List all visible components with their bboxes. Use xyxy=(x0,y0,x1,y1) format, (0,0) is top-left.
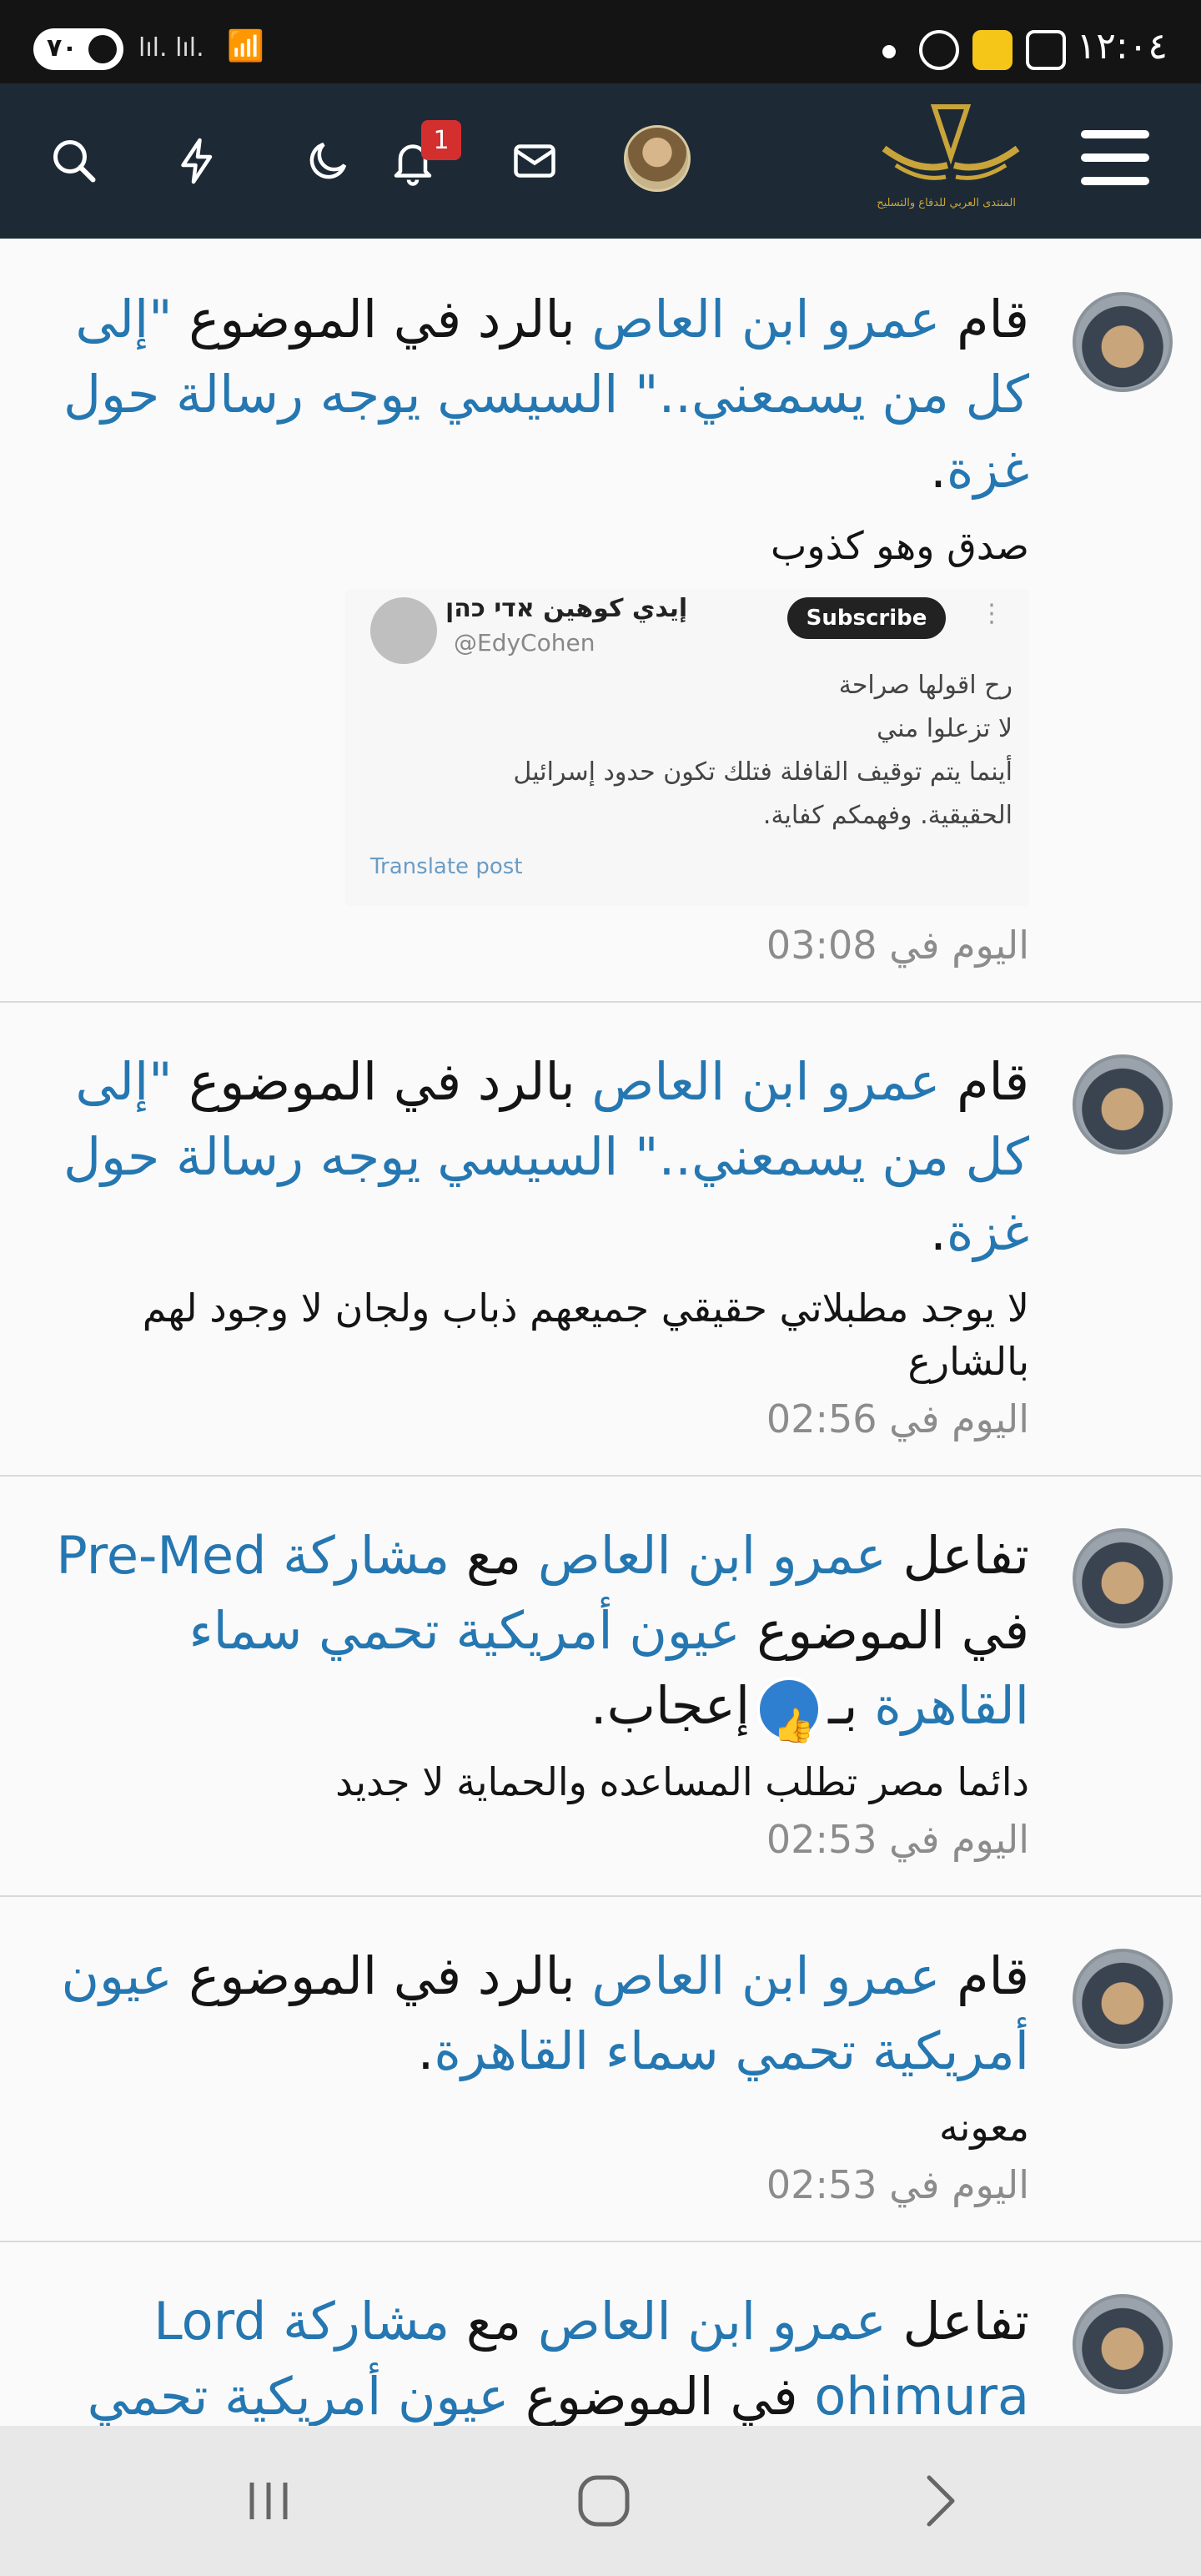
dark-mode-icon[interactable] xyxy=(299,132,357,190)
more-icon[interactable]: ⋮ xyxy=(979,599,1004,628)
wifi-icon: 📶 xyxy=(227,29,264,63)
user-link[interactable]: عمرو ابن العاص xyxy=(537,1525,887,1586)
list-item xyxy=(0,240,1201,1003)
notification-badge: 1 xyxy=(421,120,461,160)
activity-feed xyxy=(0,240,1201,2426)
user-link[interactable]: عمرو ابن العاص xyxy=(591,1051,941,1112)
avatar[interactable] xyxy=(1073,1949,1173,2049)
user-link[interactable]: عمرو ابن العاص xyxy=(591,1945,941,2006)
user-link[interactable]: عمرو ابن العاص xyxy=(537,2291,887,2352)
list-item xyxy=(0,1897,1201,2242)
topic-link[interactable]: عيون أمريكية تحمي سماء القاهرة xyxy=(61,1945,1029,2081)
timestamp[interactable]: اليوم في 02:53 xyxy=(766,1817,1029,1862)
timestamp[interactable]: اليوم في 02:56 xyxy=(766,1396,1029,1441)
user-avatar[interactable] xyxy=(624,125,691,192)
activity-title: تفاعل عمرو ابن العاص مع مشاركة Pre-Med في الموضوع عيون أمريكية تحمي سماء القاهرة بـ👍إعجاب. xyxy=(33,1518,1029,1743)
translate-link[interactable]: Translate post xyxy=(370,854,523,879)
status-bar xyxy=(0,0,1201,83)
like-icon xyxy=(756,1677,822,1742)
mail-icon[interactable] xyxy=(505,132,564,190)
battery-indicator xyxy=(33,28,123,70)
activity-title: تفاعل عمرو ابن العاص مع مشاركة Lord ohimura في الموضوع عيون أمريكية تحمي xyxy=(87,2291,1029,2426)
activity-title: قام عمرو ابن العاص بالرد في الموضوع عيون أمريكية تحمي سماء القاهرة. xyxy=(61,1945,1029,2081)
list-item xyxy=(0,1003,1201,1477)
menu-icon[interactable] xyxy=(1081,130,1149,189)
snippet: لا يوجد مطبلاتي حقيقي جميعهم ذباب ولجان لا وجود لهم بالشارع xyxy=(142,1285,1029,1384)
search-icon[interactable] xyxy=(45,132,103,190)
list-item xyxy=(0,2242,1201,2426)
recent-apps-button[interactable] xyxy=(235,2468,302,2534)
whatsapp-icon xyxy=(919,30,959,70)
app-notification-icon xyxy=(972,30,1013,70)
topic-link[interactable]: عيون أمريكية تحمي xyxy=(87,2366,510,2426)
post-link[interactable]: مشاركة Lord ohimura xyxy=(153,2291,1029,2426)
avatar[interactable] xyxy=(1073,1054,1173,1155)
embedded-post[interactable] xyxy=(345,589,1029,906)
avatar[interactable] xyxy=(1073,292,1173,392)
snippet: صدق وهو كذوب xyxy=(771,523,1029,568)
site-logo[interactable] xyxy=(876,98,1026,224)
subscribe-button[interactable]: Subscribe xyxy=(787,597,946,639)
snippet: دائما مصر تطلب المساعده والحماية لا جديد xyxy=(335,1759,1029,1804)
embed-author: إيدي كوهين אדי כהן xyxy=(445,594,688,623)
topic-link[interactable]: عيون أمريكية تحمي سماء القاهرة xyxy=(188,1600,1029,1736)
topic-link[interactable]: "إلى كل من يسمعني.." السيسي يوجه رسالة حول غزة xyxy=(63,289,1029,500)
user-link[interactable]: عمرو ابن العاص xyxy=(591,289,941,350)
embed-text: رح اقولها صراحة لا تزعلوا مني أينما يتم توقيف القافلة فتلك تكون حدود إسرائيل الحقيقية. وفهمكم كفاية. xyxy=(513,671,1013,830)
snippet: معونه xyxy=(938,2105,1029,2150)
system-nav-bar xyxy=(0,2426,1201,2576)
logo-text: المنتدى العربي للدفاع والتسليح xyxy=(877,197,1016,209)
home-button[interactable] xyxy=(570,2468,637,2534)
activity-title: قام عمرو ابن العاص بالرد في الموضوع "إلى كل من يسمعني.." السيسي يوجه رسالة حول غزة. xyxy=(63,1051,1029,1262)
embed-avatar xyxy=(370,597,437,664)
topic-link[interactable]: "إلى كل من يسمعني.." السيسي يوجه رسالة حول غزة xyxy=(63,1051,1029,1262)
avatar[interactable] xyxy=(1073,1528,1173,1628)
list-item xyxy=(0,1477,1201,1897)
post-link[interactable]: مشاركة Pre-Med xyxy=(56,1525,450,1586)
timestamp[interactable]: اليوم في 02:53 xyxy=(766,2162,1029,2207)
back-button[interactable] xyxy=(906,2468,972,2534)
activity-title: قام عمرو ابن العاص بالرد في الموضوع "إلى كل من يسمعني.." السيسي يوجه رسالة حول غزة. xyxy=(63,289,1029,500)
timestamp[interactable]: اليوم في 03:08 xyxy=(766,923,1029,968)
embed-handle: @EdyCohen xyxy=(454,629,595,657)
lightning-icon[interactable] xyxy=(168,132,227,190)
dot-icon xyxy=(882,45,896,58)
signal-icon: lıl. lıl. xyxy=(138,33,204,63)
clock: ١٢:٠٤ xyxy=(1076,25,1168,68)
battery-level: ٧٠ xyxy=(47,33,78,63)
screenshot-icon xyxy=(1026,30,1066,70)
avatar[interactable] xyxy=(1073,2294,1173,2394)
